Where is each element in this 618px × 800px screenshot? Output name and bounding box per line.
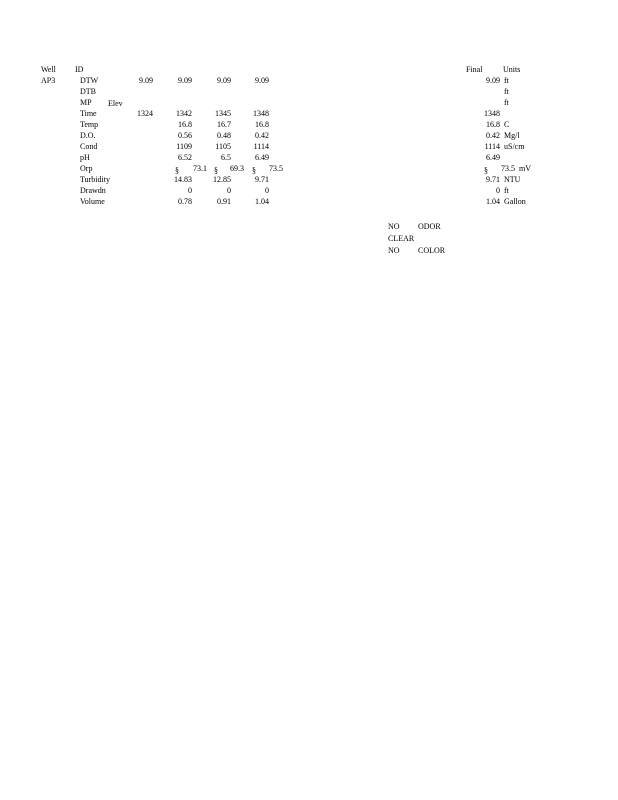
row-label: Time <box>80 109 97 118</box>
row-reading-4: 16.8 <box>255 120 269 129</box>
row-final: 6.49 <box>486 153 500 162</box>
row-final: 0.42 <box>486 131 500 140</box>
row-label: MP <box>80 98 92 107</box>
row-unit: ft <box>504 87 509 96</box>
note-status: CLEAR <box>388 234 415 243</box>
row-unit: Mg/l <box>504 131 520 140</box>
row-reading-4: 1114 <box>253 142 269 151</box>
row-final: 1348 <box>484 109 500 118</box>
row-unit: Gallon <box>504 197 526 206</box>
row-label: Turbidity <box>80 175 110 184</box>
row-reading-3: 0 <box>227 186 231 195</box>
row-reading-3: 12.85 <box>213 175 231 184</box>
row-final: 0 <box>496 186 500 195</box>
note-status: NO <box>388 222 400 231</box>
row-label: pH <box>80 153 90 162</box>
row-final: 1.04 <box>486 197 500 206</box>
orp-marker-1: § <box>175 166 179 175</box>
orp-marker-final: § <box>484 166 488 175</box>
note-attribute: ODOR <box>418 222 441 231</box>
row-reading-4: 9.09 <box>255 76 269 85</box>
row-reading-3: 1345 <box>215 109 231 118</box>
row-label: DTB <box>80 87 96 96</box>
row-reading-2: 73.1 <box>193 164 207 173</box>
row-reading-2: 9.09 <box>178 76 192 85</box>
row-reading-4: 0.42 <box>255 131 269 140</box>
row-reading-4: 6.49 <box>255 153 269 162</box>
row-reading-2: 1342 <box>176 109 192 118</box>
row-reading-3: 16.7 <box>217 120 231 129</box>
row-unit: C <box>504 120 510 129</box>
row-reading-1: 9.09 <box>139 76 153 85</box>
header-id: ID <box>75 65 84 74</box>
header-well: Well <box>41 65 56 74</box>
orp-marker-2: § <box>214 166 218 175</box>
well-id: AP3 <box>41 76 56 85</box>
row-reading-3: 6.5 <box>221 153 231 162</box>
row-final: 9.09 <box>486 76 500 85</box>
row-unit: ft <box>504 186 509 195</box>
row-final: 16.8 <box>486 120 500 129</box>
header-final: Final <box>466 65 483 74</box>
row-reading-3: 69.3 <box>230 164 244 173</box>
row-reading-4: 0 <box>265 186 269 195</box>
row-reading-2: 6.52 <box>178 153 192 162</box>
row-label: Volume <box>80 197 105 206</box>
row-reading-4: 73.5 <box>269 164 283 173</box>
row-unit: NTU <box>504 175 521 184</box>
row-final: 1114 <box>484 142 500 151</box>
note-status: NO <box>388 246 400 255</box>
row-unit: mV <box>519 164 531 173</box>
row-reading-2: 0.56 <box>178 131 192 140</box>
row-reading-1: 1324 <box>137 109 153 118</box>
row-label: Cond <box>80 142 98 151</box>
row-label: Drawdn <box>80 186 106 195</box>
row-reading-2: 1109 <box>176 142 192 151</box>
row-label: DTW <box>80 76 99 85</box>
row-reading-4: 9.71 <box>255 175 269 184</box>
row-reading-2: 16.8 <box>178 120 192 129</box>
row-final: 73.5 <box>501 164 515 173</box>
row-unit: ft <box>504 98 509 107</box>
row-label: D.O. <box>80 131 96 140</box>
orp-marker-3: § <box>252 166 256 175</box>
row-label: Orp <box>80 164 93 173</box>
row-final: 9.71 <box>486 175 500 184</box>
row-unit: ft <box>504 76 509 85</box>
row-unit: uS/cm <box>504 142 525 151</box>
row-reading-2: 0.78 <box>178 197 192 206</box>
row-reading-3: 1105 <box>215 142 231 151</box>
row-reading-4: 1.04 <box>255 197 269 206</box>
row-reading-2: 0 <box>188 186 192 195</box>
row-reading-4: 1348 <box>253 109 269 118</box>
row-reading-3: 0.91 <box>217 197 231 206</box>
note-attribute: COLOR <box>418 246 446 255</box>
header-units: Units <box>503 65 521 74</box>
mp-elev-label: Elev <box>108 99 123 108</box>
row-reading-3: 9.09 <box>217 76 231 85</box>
row-reading-2: 14.83 <box>174 175 192 184</box>
row-label: Temp <box>80 120 99 129</box>
row-reading-3: 0.48 <box>217 131 231 140</box>
